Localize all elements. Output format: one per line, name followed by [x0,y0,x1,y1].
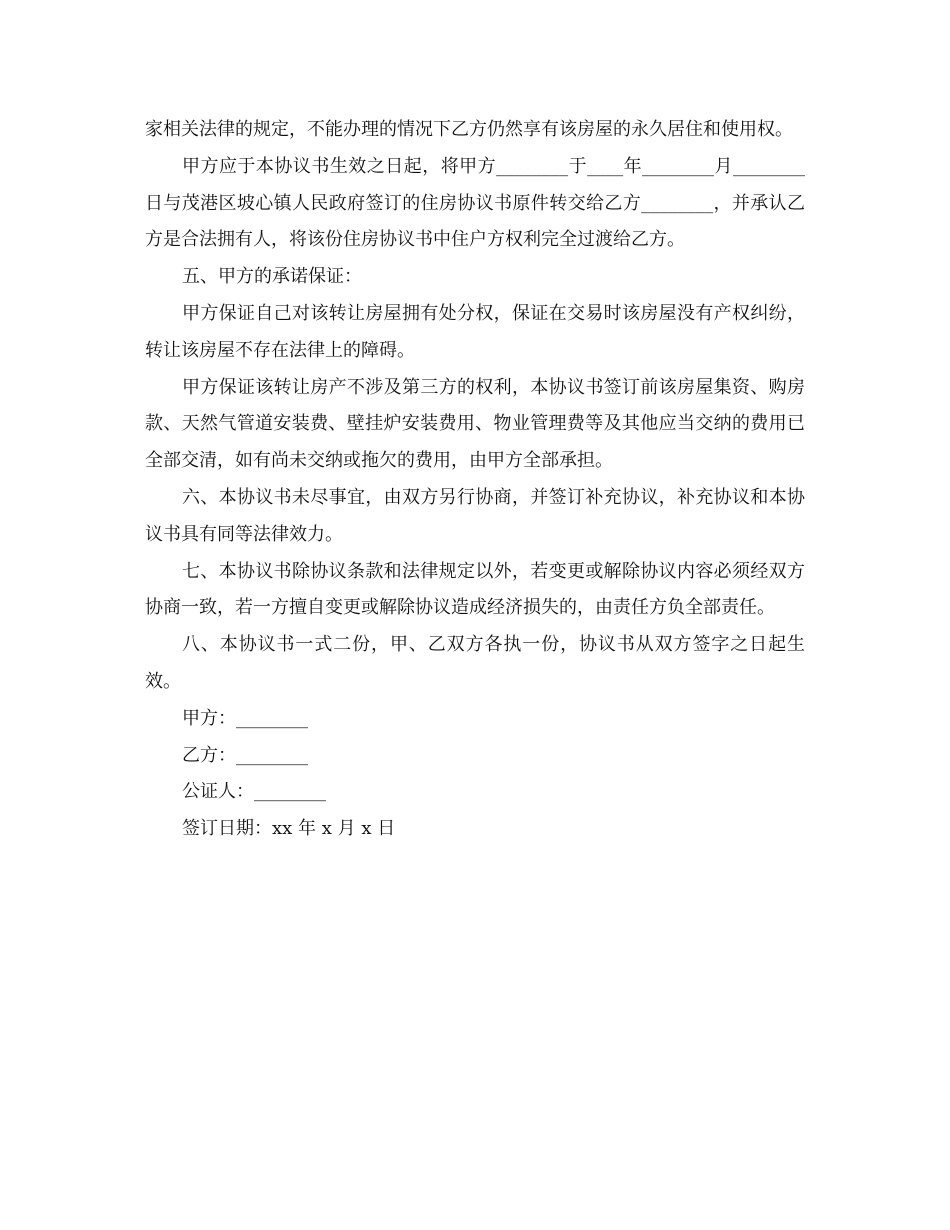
paragraph-continued-rights: 家相关法律的规定，不能办理的情况下乙方仍然享有该房屋的永久居住和使用权。 [145,119,793,140]
paragraph-copies-effective: 八、本协议书一式二份，甲、乙双方各执一份，协议书从双方签字之日起生效。 [145,634,805,692]
paragraph-transfer-agreement: 甲方应于本协议书生效之日起，将甲方________于____年________月________日与茂港区坡心镇人民政府签订的住房协议书原件转交给乙方________，并承认乙方是合法拥有人，将该份住房协议书中住户方权利完全过渡给乙方。 [145,155,805,251]
contract-body [145,112,805,848]
signature-notary: 公证人：________ [182,781,326,803]
paragraph-supplementary-agreement: 六、本协议书未尽事宜，由双方另行协商，并签订补充协议，补充协议和本协议书具有同等法律效力。 [145,486,805,545]
paragraph-fees-settled: 甲方保证该转让房产不涉及第三方的权利，本协议书签订前该房屋集资、购房款、天然气管道安装费、壁挂炉安装费用、物业管理费等及其他应当交纳的费用已全部交清，如有尚未交纳或拖欠的费用，由甲方全部承担。 [145,376,805,472]
section-heading-guarantee: 五、甲方的承诺保证： [182,266,362,288]
paragraph-disposal-right: 甲方保证自己对该转让房屋拥有处分权，保证在交易时该房屋没有产权纠纷，转让该房屋不存在法律上的障碍。 [145,302,805,361]
paragraph-modification-terms: 七、本协议书除协议条款和法律规定以外，若变更或解除协议内容必须经双方协商一致，若一方擅自变更或解除协议造成经济损失的，由责任方负全部责任。 [145,560,805,619]
signing-date: 签订日期：xx 年 x 月 x 日 [182,818,396,840]
signature-party-a: 甲方：________ [182,707,308,729]
signature-party-b: 乙方：________ [182,744,308,766]
